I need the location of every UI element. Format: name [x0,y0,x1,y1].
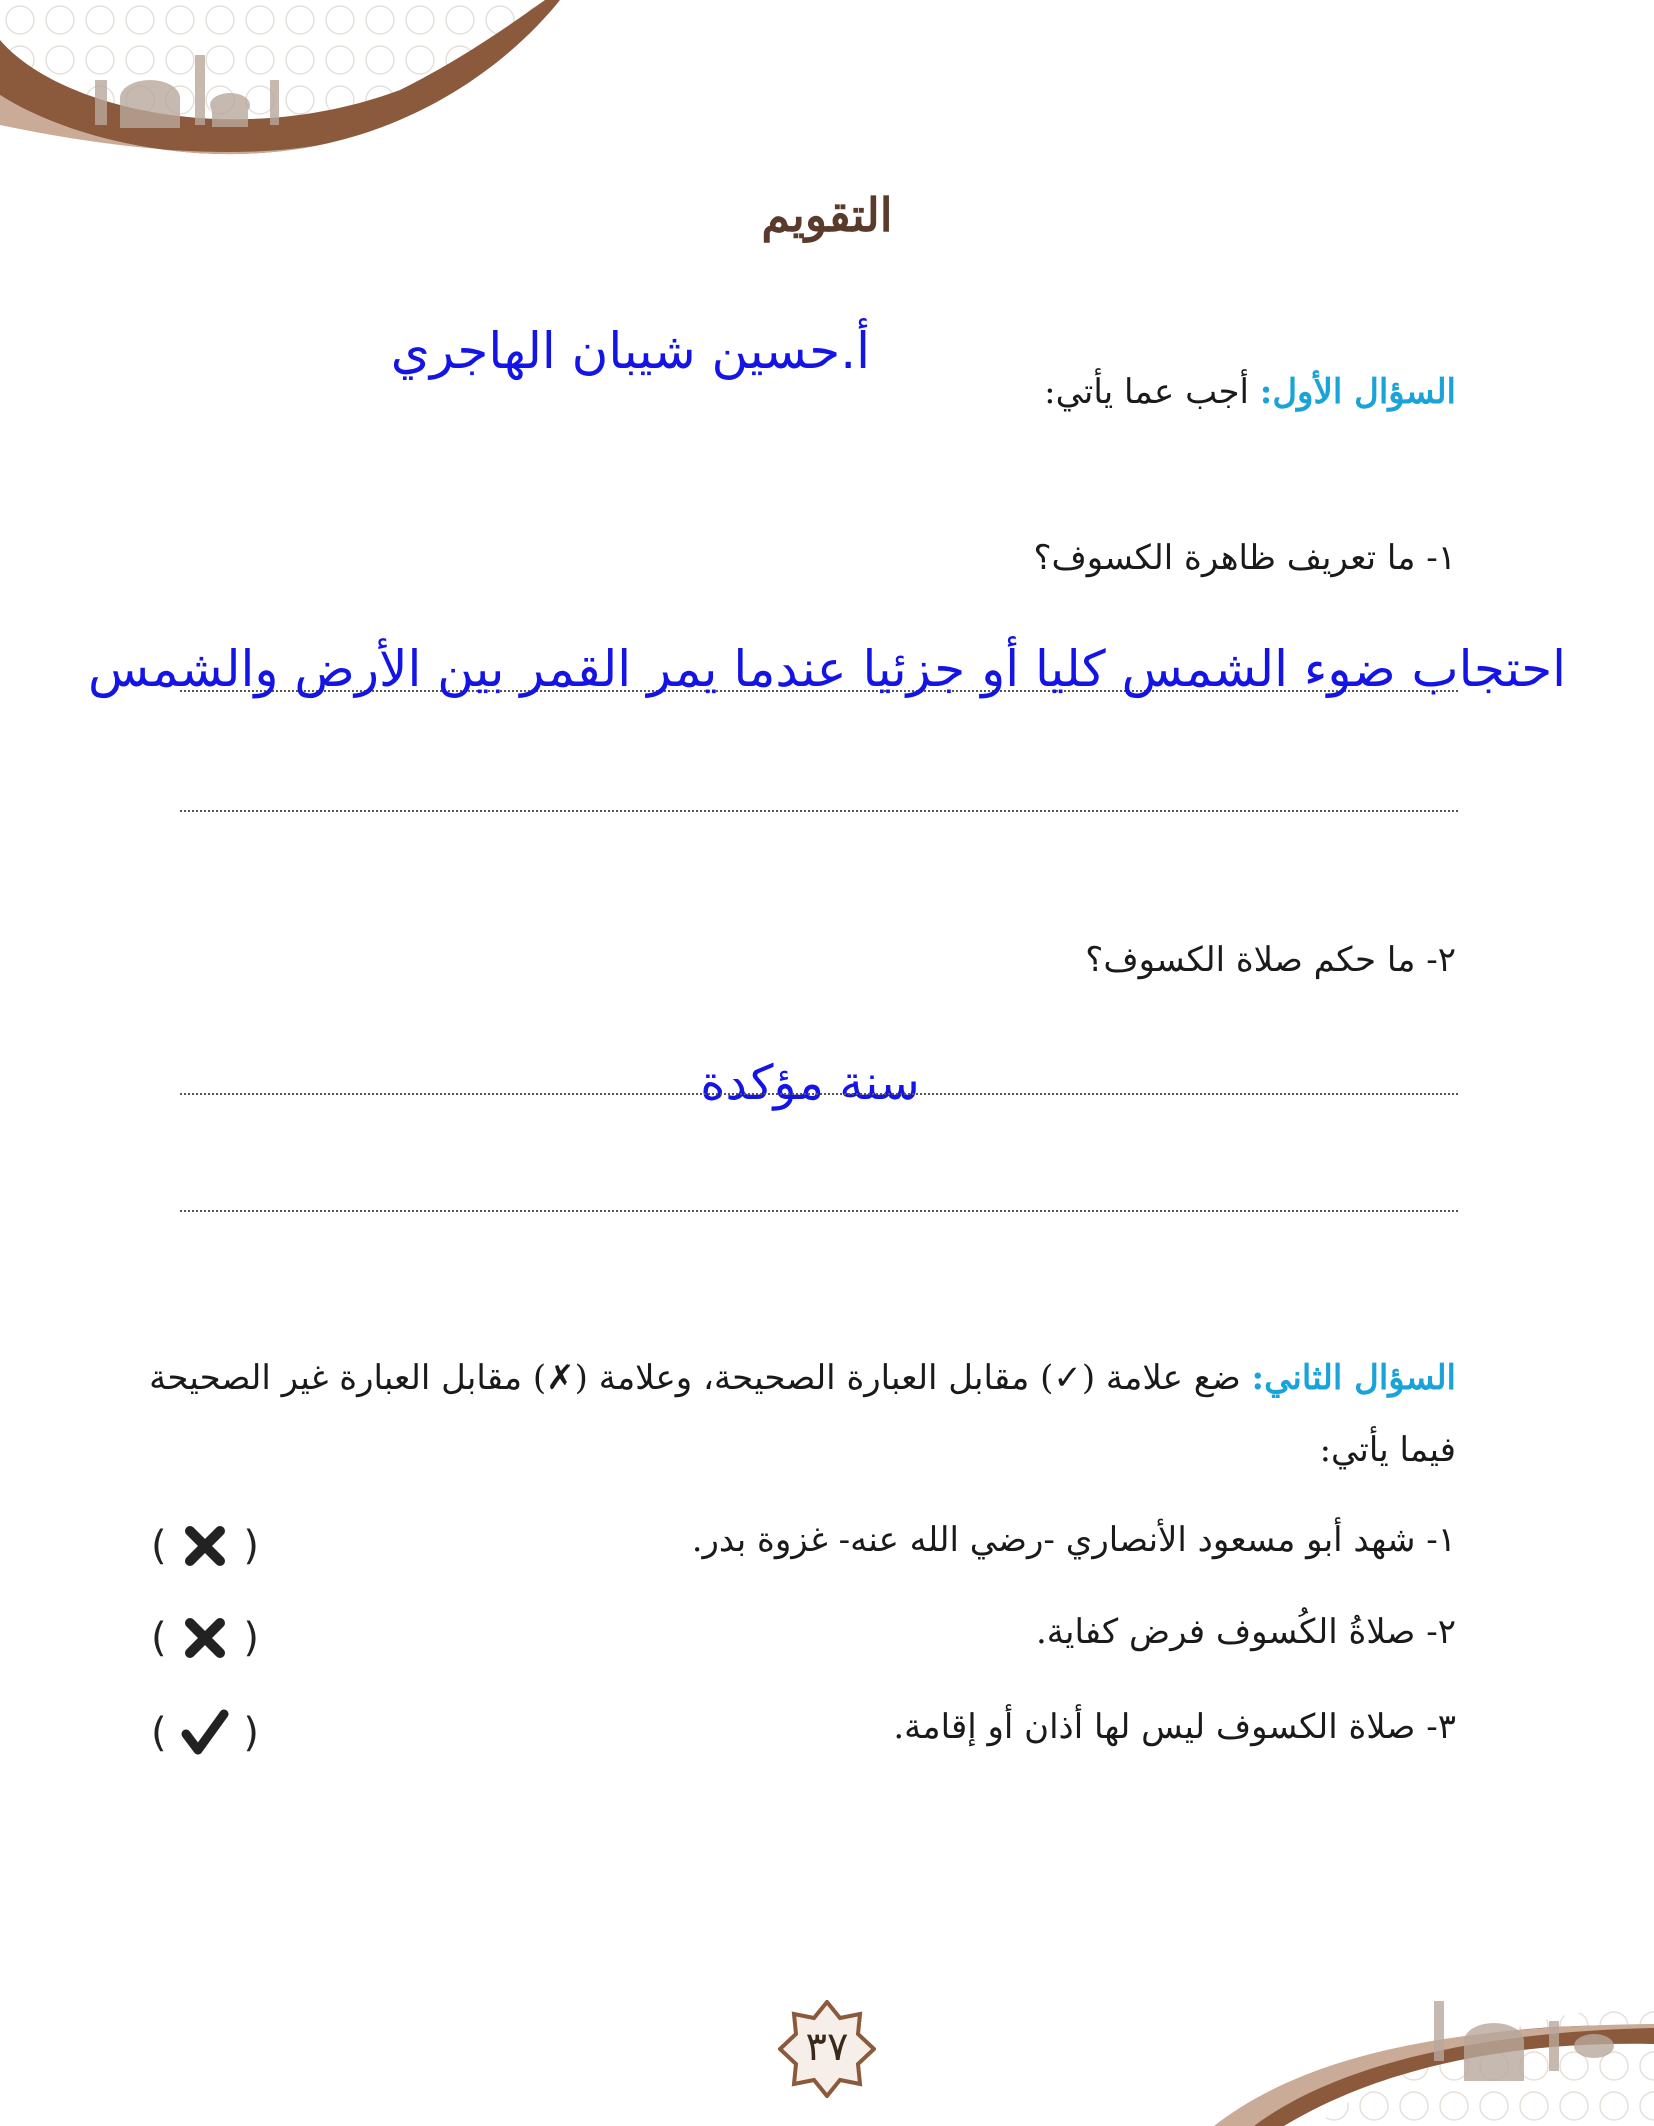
page-number: ٣٧ [805,2024,849,2070]
paren-close: ) [243,1710,259,1756]
paren-close: ) [243,1615,259,1661]
question-1-instruction: أجب عما يأتي: [1044,372,1249,412]
answer-mark-1 [151,1516,259,1576]
answer-mark-3 [151,1703,259,1763]
check-icon [180,1708,230,1758]
true-false-row-3 [151,1707,1456,1767]
question-1-heading [756,372,1456,412]
decorative-corner-bottom-right [1194,1966,1654,2126]
question-2-heading [116,1342,1456,1486]
paren-open: ( [151,1523,167,1569]
decorative-corner-top-left [0,0,560,170]
statement-2: ٢- صلاةُ الكُسوف فرض كفاية. [1035,1612,1456,1652]
answer-line-2 [180,810,1458,812]
question-2-instruction: ضع علامة (✓) مقابل العبارة الصحيحة، وعلامة (✗) مقابل العبارة غير الصحيحة فيما يأتي: [149,1358,1456,1470]
page-title: التقويم [761,188,893,242]
true-false-row-2 [151,1612,1456,1672]
statement-1: ١- شهد أبو مسعود الأنصاري -رضي الله عنه- غزوة بدر. [691,1520,1456,1560]
question-1-item-1: ١- ما تعريف ظاهرة الكسوف؟ [1033,538,1456,578]
paren-open: ( [151,1710,167,1756]
cross-icon [180,1521,230,1571]
teacher-name: أ.حسين شيبان الهاجري [390,322,870,380]
answer-line-4 [180,1210,1458,1212]
answer-mark-2 [151,1608,259,1668]
answer-1-handwritten: احتجاب ضوء الشمس كليا أو جزئيا عندما يمر القمر بين الأرض والشمس [87,640,1567,698]
answer-line-3 [180,1093,1458,1095]
question-1-item-2: ٢- ما حكم صلاة الكسوف؟ [1085,940,1456,980]
paren-close: ) [243,1523,259,1569]
question-2-label: السؤال الثاني: [1251,1358,1456,1398]
statement-3: ٣- صلاة الكسوف ليس لها أذان أو إقامة. [893,1707,1456,1747]
cross-icon [180,1613,230,1663]
question-1-label: السؤال الأول: [1259,372,1456,412]
paren-open: ( [151,1615,167,1661]
answer-2-handwritten: سنة مؤكدة [700,1055,920,1111]
true-false-row-1 [151,1520,1456,1580]
